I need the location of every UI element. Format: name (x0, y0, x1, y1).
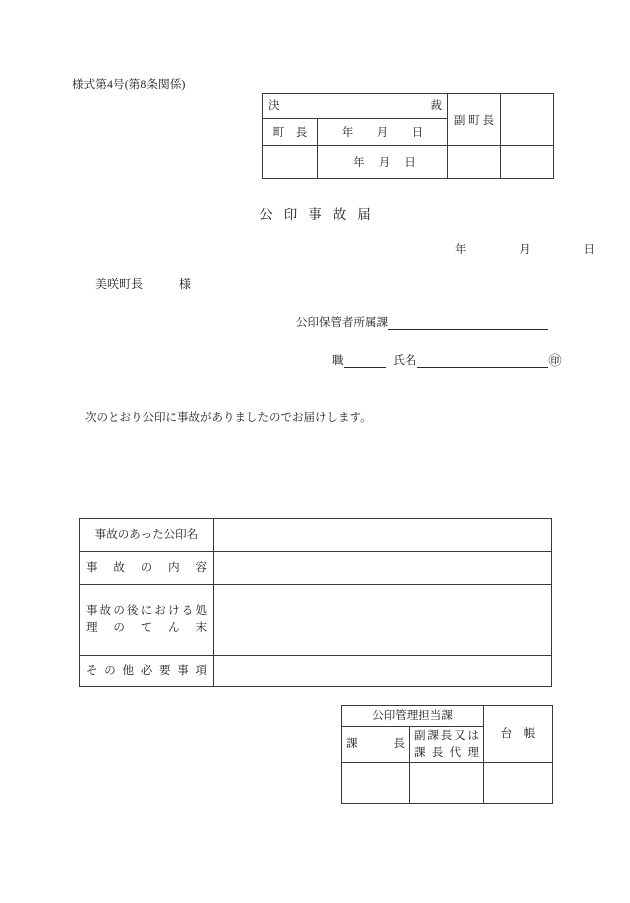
approval-table (262, 93, 554, 179)
deputy-label-line2: 課長代理 (414, 746, 479, 759)
row-value-seal-name[interactable] (214, 519, 552, 552)
deputy-mayor-label: 副 町 長 (453, 114, 495, 127)
mayor-label-cell (263, 119, 318, 146)
row-value-followup[interactable] (214, 585, 552, 656)
table-row (80, 519, 552, 552)
approval-date-1-day: 日 (411, 127, 424, 139)
position-input[interactable] (344, 353, 386, 368)
approval-date-2-day: 日 (404, 157, 416, 169)
custodian-department-field (296, 314, 548, 330)
chief-label-cell (342, 727, 410, 763)
date-day-label: 日 (583, 244, 595, 256)
form-number-label: 様式第4号(第8条関係) (72, 79, 186, 91)
approval-date-2-month: 月 (378, 157, 391, 169)
approval-date-2-year: 年 (353, 157, 365, 169)
seal-stamp-icon: ㊞ (548, 353, 562, 368)
table-row (80, 585, 552, 656)
row-label-incident-content (80, 552, 214, 585)
approval-date-1-month: 月 (376, 127, 389, 139)
date-year-label: 年 (455, 244, 467, 256)
row-label-seal-name (80, 519, 214, 552)
addressee-label: 美咲町長 様 (95, 277, 192, 291)
approval-date-cell-1[interactable] (318, 119, 448, 146)
approval-blank-cell-top-right[interactable] (501, 94, 554, 146)
ledger-value-cell[interactable] (484, 763, 553, 804)
approval-blank-cell-deputy-stamp[interactable] (448, 146, 501, 179)
position-label: 職 (332, 355, 344, 367)
name-label: 氏名 (393, 355, 417, 367)
deputy-label-cell (410, 727, 484, 763)
custodian-department-input[interactable] (388, 315, 548, 330)
management-value-row (342, 763, 553, 804)
approval-header-row (263, 94, 554, 119)
custodian-department-label: 公印保管者所属課 (296, 317, 388, 329)
row-value-other[interactable] (214, 656, 552, 687)
management-section-header-cell (342, 706, 484, 727)
table-row (80, 656, 552, 687)
row-value-incident-content[interactable] (214, 552, 552, 585)
mayor-label: 町 長 (272, 127, 308, 139)
row-label-text: 事故の内容 (86, 561, 207, 574)
approval-second-row (263, 146, 554, 179)
deputy-label-line1: 副課長又は (414, 730, 479, 743)
ledger-header: 台 帳 (500, 727, 536, 740)
deputy-mayor-label-cell (448, 94, 501, 146)
name-input[interactable] (417, 353, 548, 368)
approval-header-cell (263, 94, 448, 119)
approval-blank-cell-bottom-right[interactable] (501, 146, 554, 179)
row-label-text: 事故のあった公印名 (94, 528, 199, 541)
row-label-text-line2: 理のてん末 (86, 622, 207, 634)
ledger-header-cell (484, 706, 553, 763)
seal-management-table (341, 705, 553, 804)
date-month-label: 月 (519, 244, 531, 256)
row-label-text-line1: 事故の後における処 (86, 605, 207, 618)
approval-date-cell-2[interactable] (318, 146, 448, 179)
chief-label: 課 長 (346, 738, 405, 751)
row-label-other (80, 656, 214, 687)
signature-name-field (332, 352, 562, 368)
deputy-value-cell[interactable] (410, 763, 484, 804)
row-label-followup (80, 585, 214, 656)
table-row (80, 552, 552, 585)
approval-header-right: 裁 (430, 100, 442, 112)
approval-date-1-year: 年 (341, 127, 354, 139)
approval-blank-cell-mayor-stamp[interactable] (263, 146, 318, 179)
incident-details-table (79, 518, 552, 687)
row-label-text: その他必要事項 (86, 664, 207, 677)
submission-date-line (455, 241, 595, 257)
management-header-row (342, 706, 553, 727)
chief-value-cell[interactable] (342, 763, 410, 804)
statement-text: 次のとおり公印に事故がありましたのでお届けします。 (85, 412, 372, 424)
management-section-header: 公印管理担当課 (372, 709, 453, 722)
page-title: 公印事故届 (259, 207, 382, 222)
approval-header-left: 決 (268, 100, 280, 112)
